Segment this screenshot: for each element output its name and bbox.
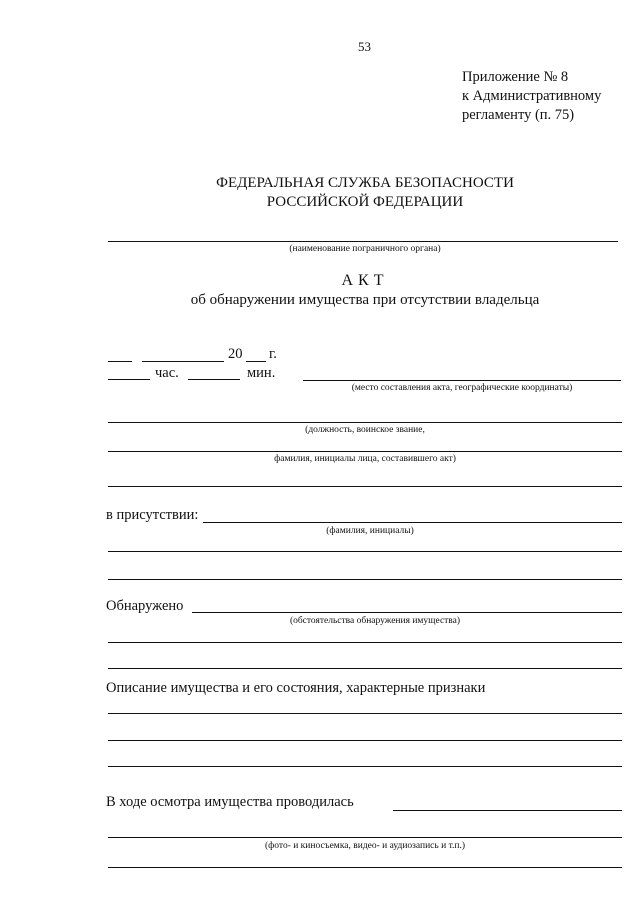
found-label: Обнаружено	[106, 598, 184, 614]
organization-line-1: ФЕДЕРАЛЬНАЯ СЛУЖБА БЕЗОПАСНОСТИ	[216, 175, 514, 191]
description-line-3[interactable]	[108, 766, 622, 767]
description-line-1[interactable]	[108, 713, 622, 714]
presence-line[interactable]	[203, 522, 622, 523]
appendix-block	[462, 68, 632, 125]
position-line[interactable]	[108, 422, 622, 423]
hours-blank[interactable]	[108, 379, 150, 380]
media-caption: (фото- и киносъемка, видео- и аудиозапись и т.п.)	[264, 841, 466, 851]
media-line[interactable]	[108, 837, 622, 838]
year-suffix: г.	[269, 346, 277, 362]
day-blank[interactable]	[108, 361, 132, 362]
year-blank[interactable]	[246, 361, 266, 362]
position-caption: (должность, воинское звание,	[305, 425, 425, 435]
inspection-label: В ходе осмотра имущества проводилась	[106, 794, 354, 810]
presence-caption: (фамилия, инициалы)	[326, 526, 414, 536]
place-caption: (место составления акта, географические координаты)	[351, 383, 573, 393]
author-name-line[interactable]	[108, 451, 622, 452]
organization-line-2: РОССИЙСКОЙ ФЕДЕРАЦИИ	[266, 194, 464, 210]
author-name-caption: фамилия, инициалы лица, составившего акт)	[274, 454, 456, 464]
act-subtitle: об обнаружении имущества при отсутствии владельца	[190, 292, 540, 308]
minutes-label: мин.	[247, 365, 276, 381]
inspection-line[interactable]	[393, 810, 622, 811]
year-prefix: 20	[228, 346, 243, 362]
page-number: 53	[358, 39, 371, 54]
description-line-2[interactable]	[108, 740, 622, 741]
organization-header	[160, 174, 570, 212]
appendix-line-2: к Административному	[462, 88, 602, 104]
border-organ-line[interactable]	[108, 241, 618, 242]
found-caption: (обстоятельства обнаружения имущества)	[289, 616, 461, 626]
description-label: Описание имущества и его состояния, характерные признаки	[106, 680, 486, 696]
hours-label: час.	[155, 365, 179, 381]
act-title: АКТ	[341, 272, 389, 289]
place-line[interactable]	[303, 380, 621, 381]
presence-extra-line-2[interactable]	[108, 579, 622, 580]
presence-label: в присутствии:	[106, 507, 199, 523]
appendix-line-3: регламенту (п. 75)	[462, 107, 575, 123]
presence-extra-line-1[interactable]	[108, 551, 622, 552]
found-extra-line-1[interactable]	[108, 642, 622, 643]
found-extra-line-2[interactable]	[108, 668, 622, 669]
media-extra-line[interactable]	[108, 867, 622, 868]
found-line[interactable]	[192, 612, 622, 613]
author-extra-line[interactable]	[108, 486, 622, 487]
minutes-blank[interactable]	[188, 379, 240, 380]
appendix-line-1: Приложение № 8	[462, 69, 569, 85]
month-blank[interactable]	[142, 361, 224, 362]
border-organ-caption: (наименование пограничного органа)	[289, 244, 441, 254]
